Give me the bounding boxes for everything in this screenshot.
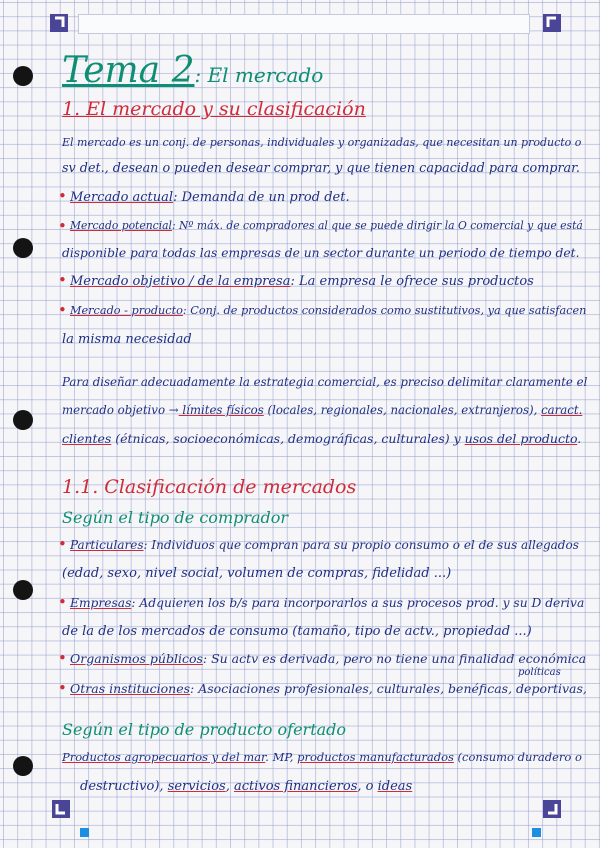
- bullet: •: [58, 535, 67, 553]
- binder-hole: [13, 580, 33, 600]
- bullet: •: [58, 271, 67, 289]
- title-subtitle: : El mercado: [194, 63, 324, 87]
- corner-mark-bottom-left-icon: [52, 800, 70, 818]
- by-product-heading: Según el tipo de producto ofertado: [62, 720, 347, 739]
- buyer-insertion-note: políticas: [518, 667, 561, 678]
- buyer-item: Otras instituciones: Asociaciones profesionales, culturales, benéficas, deportivas,: [70, 681, 587, 696]
- title-main: Tema 2: [62, 50, 195, 91]
- binder-hole: [13, 410, 33, 430]
- by-buyer-heading: Según el tipo de comprador: [62, 508, 289, 527]
- arrow-right-icon: →: [168, 403, 179, 417]
- definition-line-2: sv det., desean o pueden desear comprar, y que tienen capacidad para comprar.: [62, 161, 580, 176]
- bullet: •: [58, 593, 67, 611]
- definition-line-1: El mercado es un conj. de personas, individuales y organizadas, que necesitan un producto o: [62, 136, 582, 149]
- corner-mark-top-left-icon: [50, 14, 68, 32]
- products-line-1: Productos agropecuarios y del mar. MP, productos manufacturados (consumo duradero o: [62, 750, 582, 764]
- bullet: •: [58, 301, 67, 319]
- buyer-continuation: de la de los mercados de consumo (tamaño, tipo de actv., propiedad ...): [62, 624, 532, 639]
- binder-hole: [13, 66, 33, 86]
- header-box: [78, 14, 530, 34]
- buyer-item: Organismos públicos: Su actv es derivada, pero no tiene una finalidad económica: [70, 651, 587, 666]
- bullet: •: [58, 679, 67, 697]
- market-type-item: Mercado actual: Demanda de un prod det.: [70, 190, 350, 205]
- bullet: •: [58, 217, 67, 235]
- section-1-1-heading: 1.1. Clasificación de mercados: [62, 476, 357, 498]
- section-1-heading: 1. El mercado y su clasificación: [62, 98, 366, 120]
- binder-hole: [13, 756, 33, 776]
- page-marker: [80, 828, 89, 837]
- buyer-continuation: (edad, sexo, nivel social, volumen de compras, fidelidad ...): [62, 566, 452, 581]
- buyer-item: Empresas: Adquieren los b/s para incorporarlos a sus procesos prod. y su D deriva: [70, 596, 585, 610]
- page-marker: [532, 828, 541, 837]
- strategy-paragraph-line-2: mercado objetivo → límites físicos (locales, regionales, nacionales, extranjeros), caract.: [62, 403, 583, 417]
- market-type-continuation: disponible para todas las empresas de un sector durante un periodo de tiempo det.: [62, 246, 580, 260]
- strategy-paragraph-line-1: Para diseñar adecuadamente la estrategia comercial, es preciso delimitar claramente el: [62, 375, 588, 389]
- binder-hole: [13, 238, 33, 258]
- strategy-paragraph-line-3: clientes (étnicas, socioeconómicas, demográficas, culturales) y usos del producto.: [62, 431, 582, 446]
- market-type-continuation: la misma necesidad: [62, 332, 192, 347]
- page-title: [62, 50, 324, 91]
- market-type-item: Mercado potencial: Nº máx. de compradores al que se puede dirigir la O comercial y que está: [70, 219, 583, 232]
- corner-mark-bottom-right-icon: [543, 800, 561, 818]
- products-line-2: destructivo), servicios, activos financieros, o ideas: [80, 779, 413, 794]
- bullet: •: [58, 187, 67, 205]
- corner-mark-top-right-icon: [543, 14, 561, 32]
- bullet: •: [58, 649, 67, 667]
- market-type-item: Mercado objetivo / de la empresa: La empresa le ofrece sus productos: [70, 274, 534, 289]
- market-type-item: Mercado - producto: Conj. de productos considerados como sustitutivos, ya que satisfacen: [70, 304, 587, 317]
- buyer-item: Particulares: Individuos que compran para su propio consumo o el de sus allegados: [70, 538, 579, 552]
